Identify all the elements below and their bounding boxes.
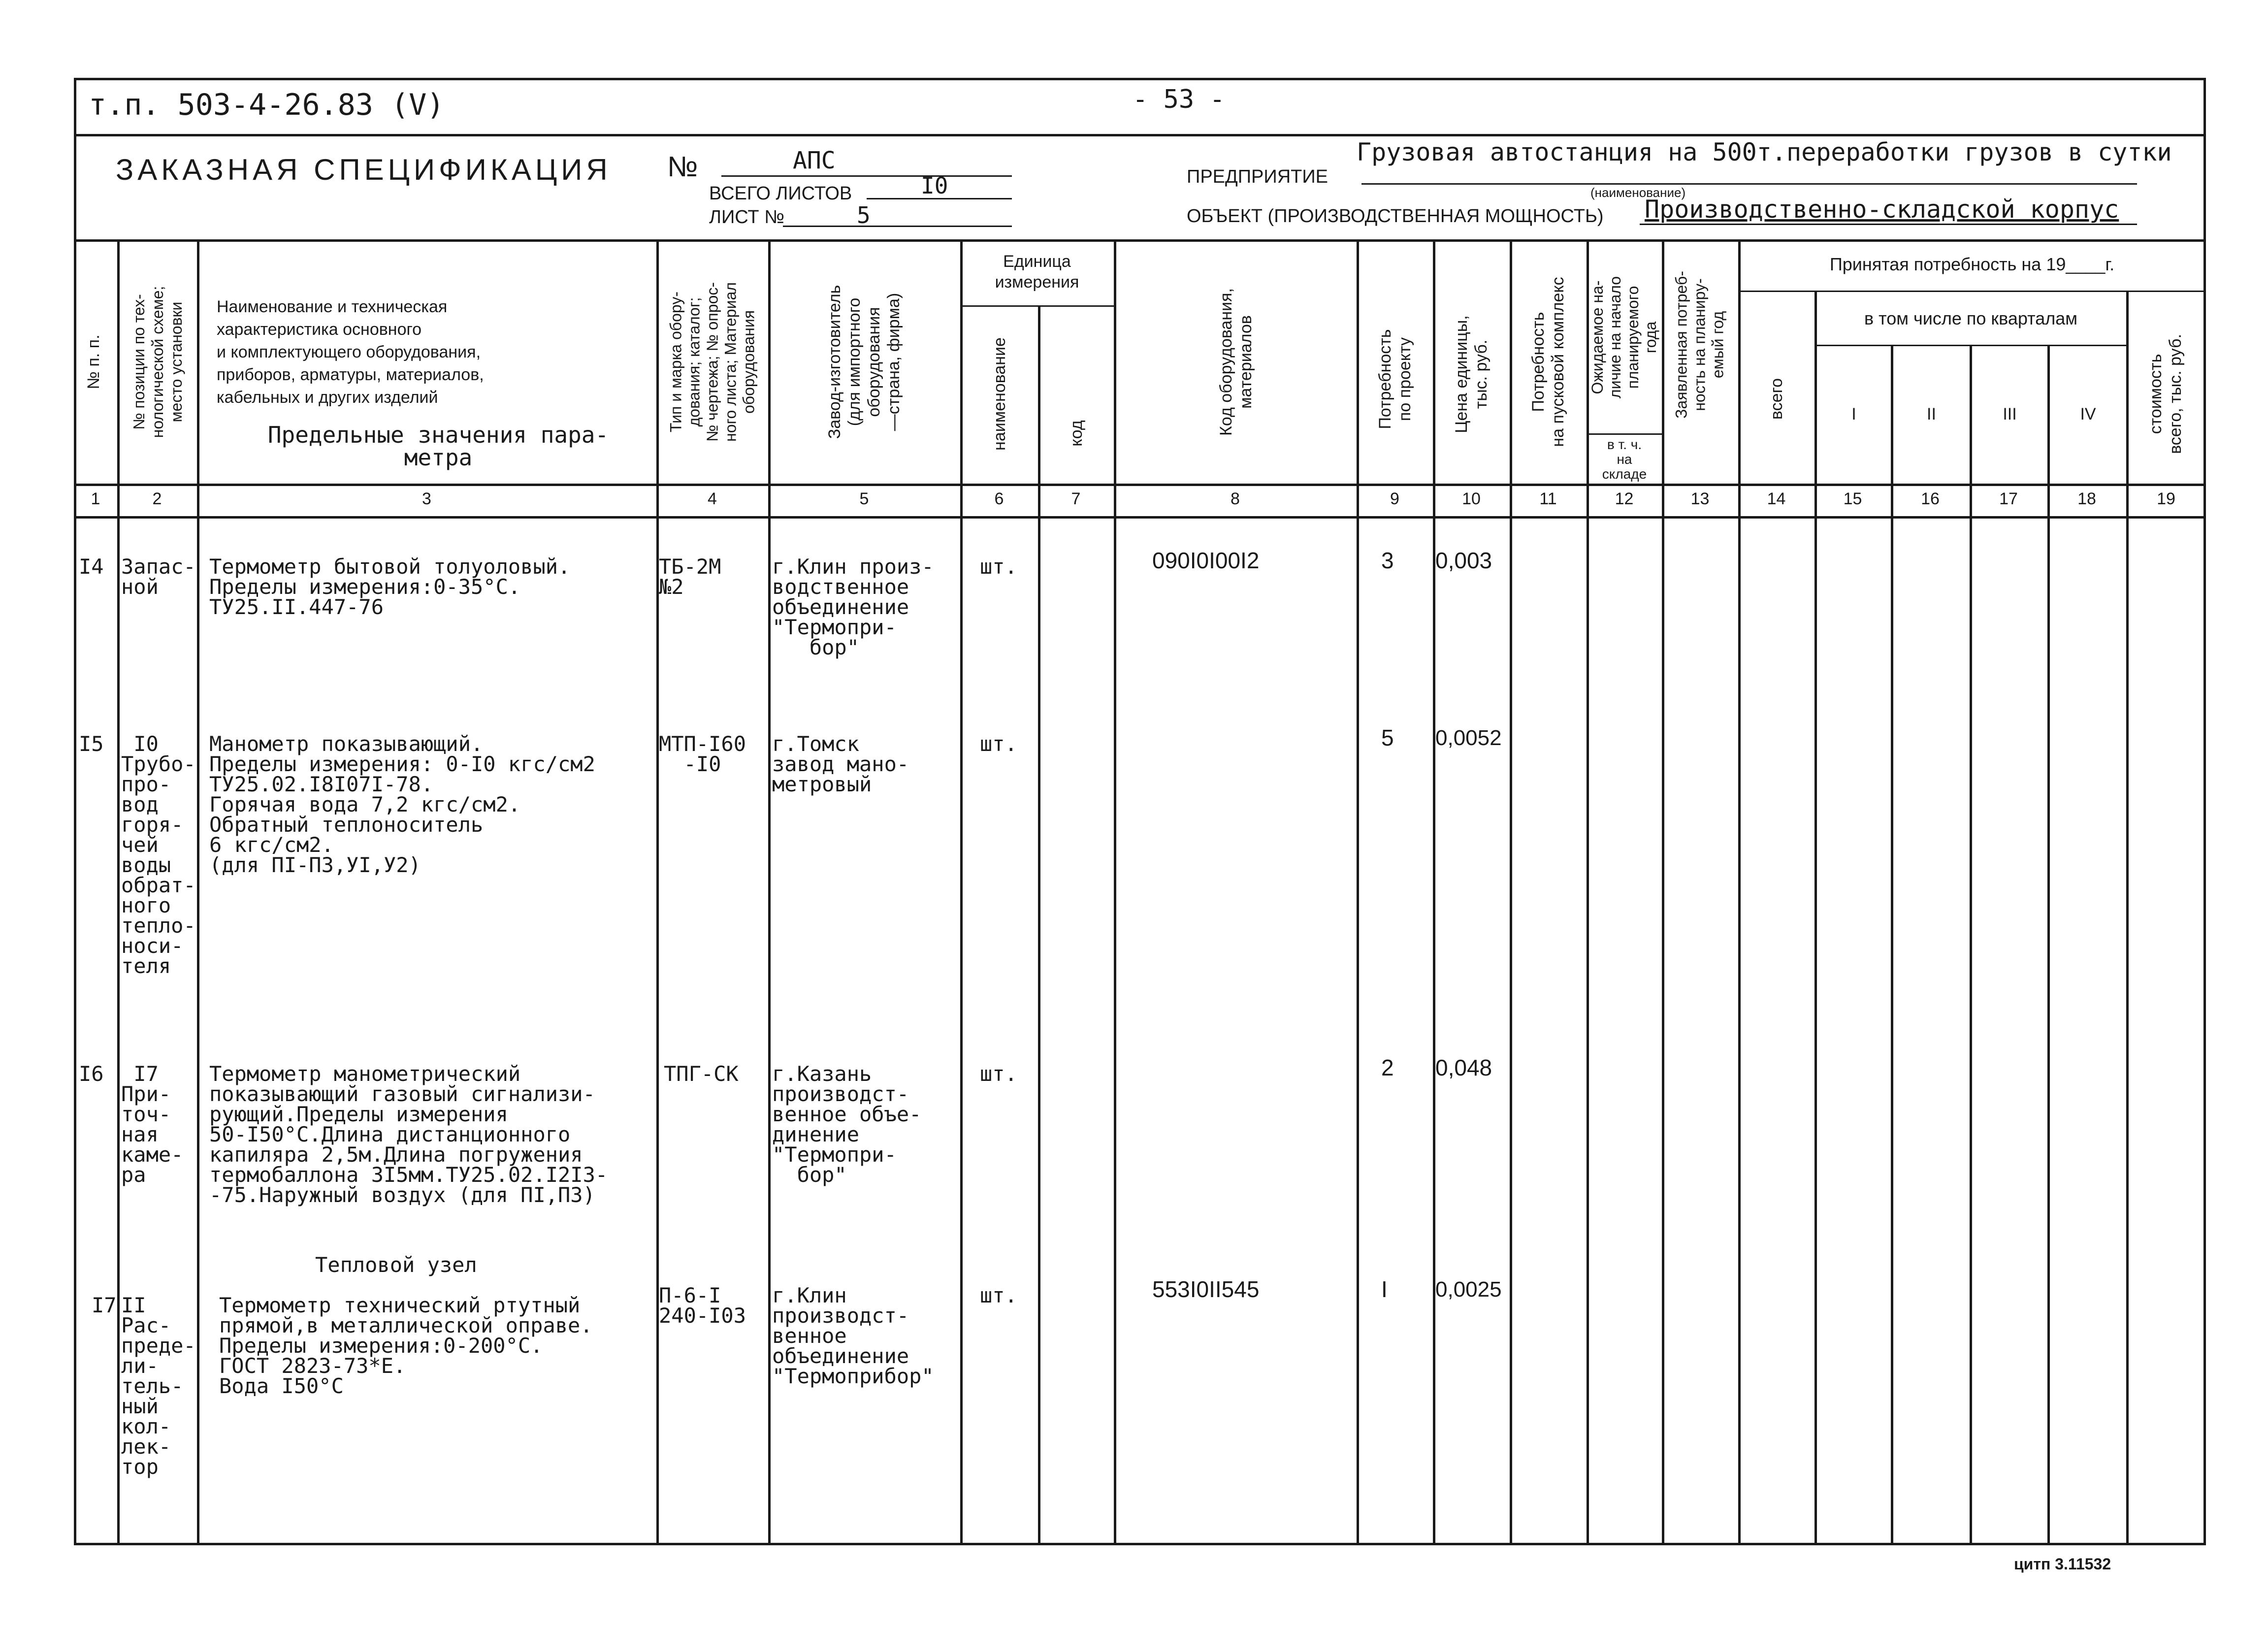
doc-reference: т.п. 503-4-26.83 (V) bbox=[89, 88, 445, 122]
row-type: ТБ-2М №2 bbox=[659, 554, 721, 599]
col-header-13: Заявленная потреб- ность на планиру- емый год bbox=[1672, 271, 1727, 419]
col-number: 11 bbox=[1539, 489, 1557, 508]
col-number: 19 bbox=[2157, 489, 2175, 508]
col-header-11: Потребность на пусковой комплекс bbox=[1529, 277, 1567, 447]
col-header-15: I bbox=[1851, 405, 1856, 424]
row-type: П-6-I 240-I03 bbox=[659, 1283, 746, 1328]
row-manufacturer: г.Клин производст- венное объединение "Термоприбор" bbox=[772, 1283, 934, 1388]
col-number: 10 bbox=[1462, 489, 1481, 508]
row-manufacturer: г.Томск завод мано- метровый bbox=[772, 732, 909, 796]
row-number: I6 bbox=[79, 1062, 104, 1086]
col-header-10: Цена единицы, тыс. руб. bbox=[1452, 315, 1490, 433]
col-header-19: стоимость всего, тыс. руб. bbox=[2146, 334, 2185, 454]
col-number: 15 bbox=[1843, 489, 1862, 508]
row-type: ТПГ-СК bbox=[664, 1062, 739, 1086]
col-header-7: код bbox=[1067, 420, 1086, 447]
col-number: 14 bbox=[1767, 489, 1786, 508]
row-manufacturer: г.Казань производст- венное объе- динение "Термопри- бор" bbox=[772, 1062, 922, 1187]
row-type: МТП-I60 -I0 bbox=[659, 732, 746, 776]
col-header-accepted-group: Принятая потребность на 19____г. bbox=[1829, 254, 2115, 274]
row-number: I7 bbox=[92, 1293, 117, 1317]
col-header-18: IV bbox=[2080, 405, 2096, 424]
row-price: 0,0052 bbox=[1435, 726, 1502, 750]
row-price: 0,048 bbox=[1435, 1055, 1492, 1080]
col-header-unit-group: Единица измерения bbox=[995, 252, 1079, 292]
total-sheets-label: ВСЕГО ЛИСТОВ bbox=[709, 183, 852, 204]
col-number: 7 bbox=[1071, 489, 1081, 508]
row-description: Термометр бытовой толуоловый. Пределы измерения:0-35°C. ТУ25.II.447-76 bbox=[209, 554, 571, 619]
row-qty: 3 bbox=[1381, 548, 1394, 573]
col-number: 16 bbox=[1921, 489, 1940, 508]
col-header-14: всего bbox=[1767, 378, 1786, 420]
row-unit: шт. bbox=[980, 554, 1017, 579]
enterprise-value: Грузовая автостанция на 500т.переработки грузов в сутки bbox=[1357, 138, 2172, 166]
col-header-4: Тип и марка обору- дования; каталог; № чертежа; № опрос- ного листа; Материал оборудования bbox=[667, 282, 758, 442]
col-number: 4 bbox=[708, 489, 717, 508]
col-header-16: II bbox=[1927, 405, 1936, 424]
col-header-quarters-group: в том числе по кварталам bbox=[1864, 308, 2077, 328]
col-header-17: III bbox=[2003, 405, 2017, 424]
col-number: 9 bbox=[1390, 489, 1399, 508]
spec-number-value: АПС bbox=[793, 147, 836, 174]
object-value: Производственно-складской корпус bbox=[1645, 195, 2119, 224]
row-position: Запас- ной bbox=[121, 554, 196, 599]
enterprise-label: ПРЕДПРИЯТИЕ bbox=[1187, 166, 1328, 187]
col-number: 17 bbox=[1999, 489, 2018, 508]
form-title: ЗАКАЗНАЯ СПЕЦИФИКАЦИЯ bbox=[116, 153, 612, 186]
row-unit: шт. bbox=[980, 1062, 1017, 1086]
row-code: 553I0II545 bbox=[1152, 1276, 1260, 1302]
section-title: Тепловой узел bbox=[315, 1253, 477, 1277]
row-unit: шт. bbox=[980, 732, 1017, 756]
row-position: I0 Трубо- про- вод горя- чей воды обрат- ного тепло- носи- теля bbox=[121, 732, 196, 978]
row-price: 0,0025 bbox=[1435, 1277, 1502, 1302]
row-qty: 5 bbox=[1381, 725, 1394, 750]
col-header-12-top: Ожидаемое на- личие на начало планируемого года bbox=[1588, 276, 1659, 399]
name-caption: (наименование) bbox=[1590, 185, 1686, 200]
col-number: 6 bbox=[994, 489, 1004, 508]
row-manufacturer: г.Клин произ- водственное объединение "Термопри- бор" bbox=[772, 554, 934, 659]
col-number: 13 bbox=[1690, 489, 1710, 508]
col-number: 12 bbox=[1615, 489, 1634, 508]
col-number: 8 bbox=[1231, 489, 1240, 508]
col-number: 2 bbox=[152, 489, 162, 508]
row-qty: 2 bbox=[1381, 1055, 1394, 1080]
col-number: 1 bbox=[91, 489, 100, 508]
col-header-3-printed: Наименование и техническая характеристика основного и комплектующего оборудования, приборов, арматуры, материалов, кабельных и других изделий bbox=[217, 297, 484, 407]
row-position: II Рас- преде- ли- тель- ный кол- лек- тор bbox=[121, 1293, 196, 1479]
col-number: 3 bbox=[422, 489, 431, 508]
col-header-5: Завод-изготовитель (для импортного оборудования —страна, фирма) bbox=[825, 285, 903, 439]
row-unit: шт. bbox=[980, 1283, 1017, 1307]
col-number: 5 bbox=[859, 489, 869, 508]
row-description: Термометр манометрический показывающий газовый сигнализи- рующий.Пределы измерения 50-I50°C.Длина дистанционного капиляра 2,5м.Длина погружения термобаллона 3I5мм.ТУ25.02.I2I3- -75.Наружный воздух (для ПI,П3) bbox=[209, 1062, 608, 1207]
row-qty: I bbox=[1381, 1276, 1388, 1302]
col-header-3-typed: Предельные значения пара- метра bbox=[267, 422, 609, 471]
sheet-label: ЛИСТ № bbox=[709, 207, 784, 228]
row-code: 090I0I00I2 bbox=[1152, 548, 1260, 573]
col-header-2: № позиции по тех- нологической схеме; место установки bbox=[130, 286, 185, 438]
row-number: I4 bbox=[79, 554, 104, 579]
row-number: I5 bbox=[79, 732, 104, 756]
row-description: Термометр технический ртутный прямой,в металлической оправе. Пределы измерения:0-200°C. ГОСТ 2823-73*Е. Вода I50°C bbox=[219, 1293, 593, 1398]
row-description: Манометр показывающий. Пределы измерения: 0-I0 кгс/см2 ТУ25.02.I8I07I-78. Горячая вода 7,2 кгс/см2. Обратный теплоноситель 6 кгс/см2. (для ПI-П3,УI,У2) bbox=[209, 732, 595, 877]
col-header-12-bottom: в т. ч. на складе bbox=[1602, 437, 1647, 482]
total-sheets-value: I0 bbox=[921, 172, 948, 199]
col-header-6: наименование bbox=[990, 337, 1009, 451]
row-position: I7 При- точ- ная каме- ра bbox=[121, 1062, 184, 1187]
col-header-9: Потребность по проекту bbox=[1376, 329, 1414, 429]
sheet-value: 5 bbox=[857, 202, 871, 228]
page-number: - 53 - bbox=[1133, 85, 1225, 114]
object-label: ОБЪЕКТ (ПРОИЗВОДСТВЕННАЯ МОЩНОСТЬ) bbox=[1187, 206, 1604, 227]
col-header-1: № п. п. bbox=[84, 334, 103, 390]
footer-stamp: цитп 3.11532 bbox=[2014, 1555, 2111, 1573]
col-number: 18 bbox=[2077, 489, 2096, 508]
col-header-8: Код оборудования, материалов bbox=[1217, 288, 1255, 436]
row-price: 0,003 bbox=[1435, 548, 1492, 573]
spec-number-label: № bbox=[667, 151, 698, 183]
